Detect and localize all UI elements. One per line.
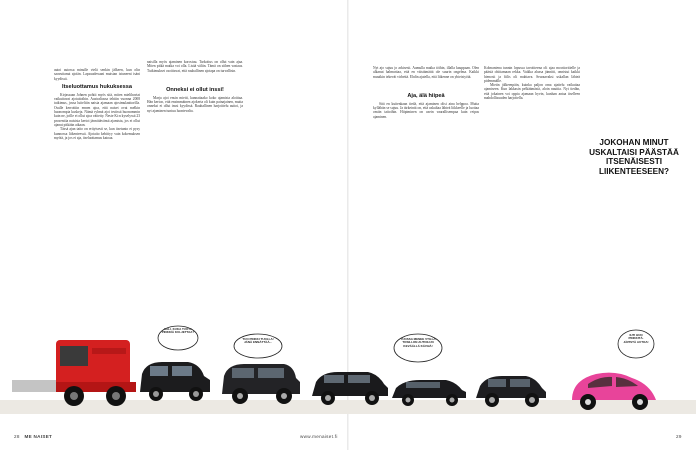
toy-cars-illustration bbox=[0, 327, 696, 430]
speech-bubble-4-text: IHTI HUN PINKKITÄ. JÄPISTÄ AUTOA! bbox=[623, 333, 649, 344]
pull-quote: JOKOHAN MINUT USKALTAISI PÄÄSTÄÄ ITSENÄISESTI LIIKENTEESEEN? bbox=[589, 138, 679, 176]
col2-heading: Onneksi ei ollut inssi! bbox=[166, 86, 224, 93]
col1-intro: autoi autossa minulle vielä senkin jälkeen, kun olin saavuttanut ajoiän. Lapsuudessani muistan istuneeni isäni kyydissä. bbox=[54, 68, 140, 81]
col1-body: Kirjassaan Johnen pohtii myös sitä, miten mielihaviat vaikuttavat ajotaitoihin. Australiassa tehtiin vuonna 2008 tutkimus, jossa luiteltiin naisia ajamaan ajosimulaattorilla. Osalle kerrottiin ennen ajoa, että naiset ovat melkin huonompia kuskeja. Nämä ryhmä ajoi testissä huonommin kuin ne, joille ei ollut ajoa väitetty. Neste Ki:n kyselyssä 23 prosenttia naisista kertoi jännittävänsä ajamista, jos ei ollut ajanut pitkään aikaan. bbox=[54, 92, 140, 127]
col1-heading: Itseluottamus hukuksessa bbox=[62, 83, 132, 90]
magazine-name: ME NAISET bbox=[24, 434, 53, 439]
col4-body2: Mietin jälkeenpäin, kuinka paljon oma ajattelu vaikuttaa ajamiseen. Kun lakkasin pelkäämästä, aloin nauttia. Nyt tiedän, että jokainen voi oppia ajamaan hyvin, kunhan antaa itselleen mahdollisuuden harjoitella. bbox=[484, 83, 580, 101]
speech-bubble-4 bbox=[618, 330, 654, 358]
speech-bubble-1-text: HALI, KUKA TUOTA PINKKIÄ KULJETTAA? bbox=[161, 327, 195, 335]
speech-bubble-2-text: TUO PINKKI TUOLLA! JÄNÄ ENNÄTTÄÄ... bbox=[242, 337, 274, 345]
black-taxi bbox=[140, 362, 210, 401]
col2-body: naisilla myös ajaminen korostuu. Tarkoitus on ollut vain ajaa. Miten pitkä matka voi olla. Lisää väliin. Tämä on siihen vastaus. Tutkimukset osoittavat, että rauhallinen ajotapa on turvallisin. bbox=[147, 60, 243, 73]
col1-body2: Tässä ajan taito on erityisesti se, kun itsetunto ei pysy kunnossa liikenteessä. Ajotaito kehittyy vain kokemuksen myötä, ja jos ei aja, itseluottamus katoaa. bbox=[54, 127, 140, 140]
left-page-number: 28 bbox=[14, 434, 20, 439]
black-suv bbox=[222, 364, 300, 404]
left-column-1 bbox=[54, 68, 140, 334]
red-truck bbox=[12, 340, 136, 406]
col4-body: Kolmantena tunnin lopussa tavoitteena oli ajaa moottoritielle ja päästä ohittamaan rekka. Vaikka alussa jännitti, onnistui kaikki hienosti ja fiilis oli mahtava. Seuraavaksi uskallan lähteä pidemmälle. bbox=[484, 66, 580, 83]
right-page-number: 29 bbox=[676, 434, 682, 439]
right-column-4 bbox=[484, 66, 580, 326]
right-column-3 bbox=[373, 66, 479, 326]
col3-heading: Aja, älä hiipeä bbox=[407, 92, 445, 99]
speech-bubble-1 bbox=[158, 326, 198, 350]
col2-body2: Marja ajoi ensin mietti, kannattaako koko ajamista aloittaa. Hän kertoo, että ensimmäinen ajokerta oli kuin painajainen, mutta onneksi ei ollut inssi kyydissä. Rauhallinen harjoittelu auttoi, ja nyt ajaminen tuntuu luontevalta. bbox=[147, 95, 243, 113]
speech-bubble-3-text: TUOSSA MENEE VTILLÄ TOSILLON AUTOILUN KEVÄÄLLÄ KÄVIJÄ! bbox=[400, 337, 436, 348]
col3-body2: Sitä en kuitenkaan tiedä, että ajaminen olisi aina helppoa. Mutta kyllähän se sujuu. Ja tärkeintä on, että uskaltaa lähteä liikkeelle ja luottaa omiin taitoihin. Hiipiminen on usein vaarallisempaa kuin reipas ajaminen. bbox=[373, 101, 479, 119]
speech-bubble-3 bbox=[394, 334, 442, 362]
footer-site: www.menaiset.fi bbox=[300, 434, 338, 439]
col3-body: Nyt ajo sujuu jo arkisesti. Aamulla matka töihin, illalla kauppaan. Olen alkanut hahmottaa, että en väistämättä ole suurin ongelma. Kaikki muutkin tekevät virheitä. Ehdin ajatella, että liikenne on yhteistyötä. bbox=[373, 66, 479, 79]
footer-left bbox=[14, 434, 52, 439]
left-column-2 bbox=[147, 60, 243, 326]
speech-bubble-2 bbox=[234, 334, 282, 358]
